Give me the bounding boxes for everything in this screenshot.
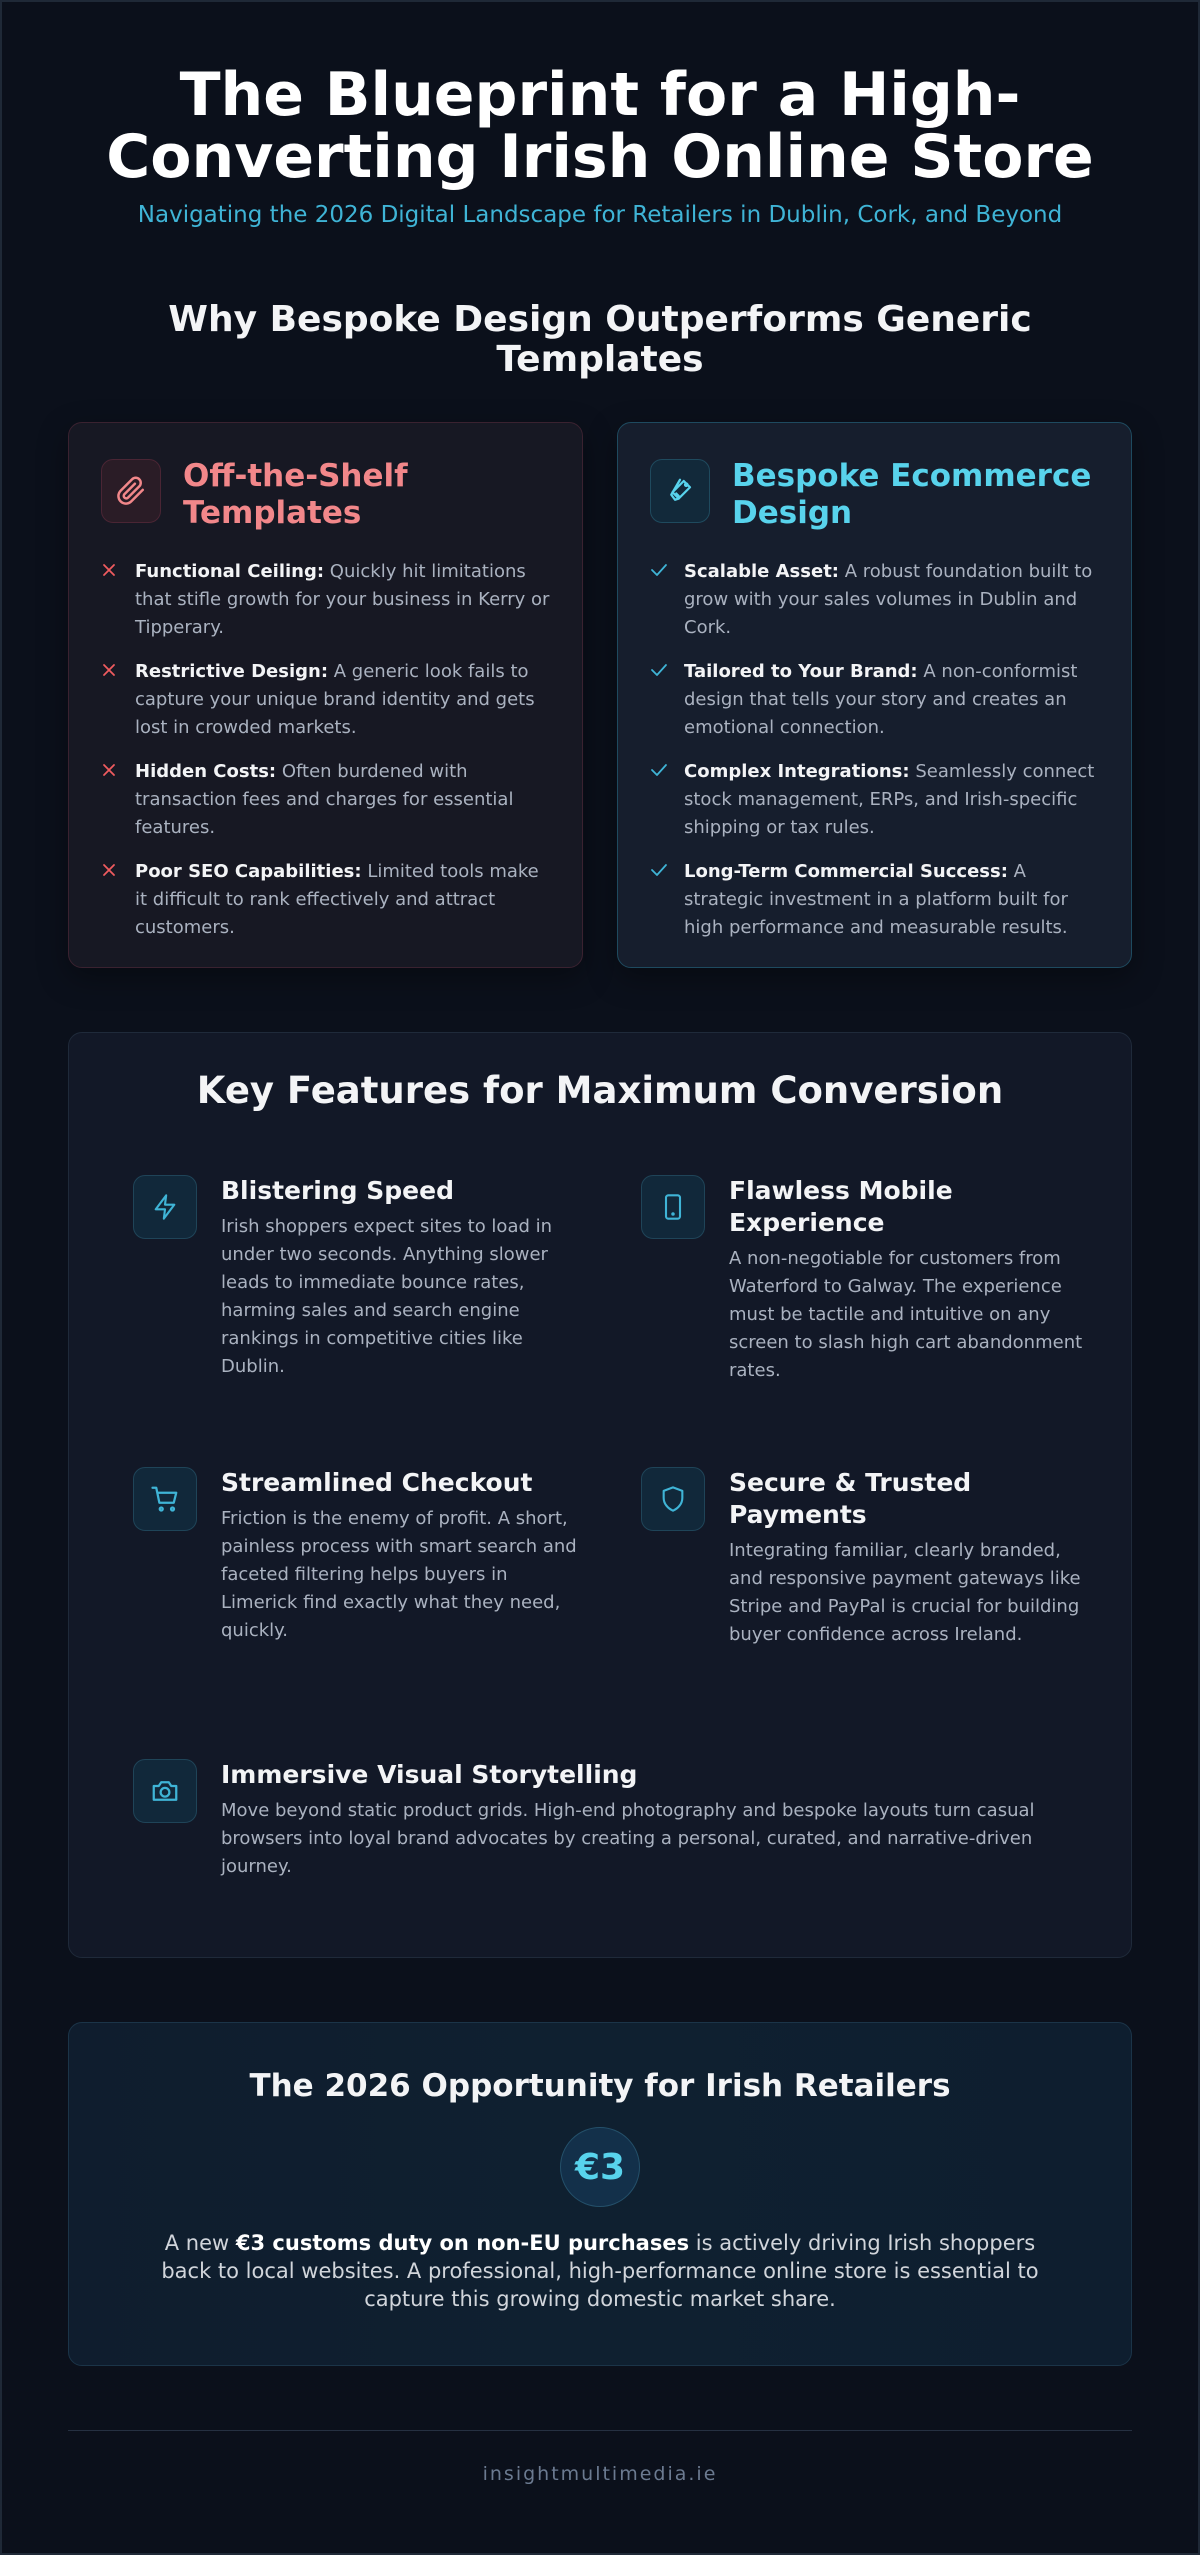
list-item [650,858,1099,942]
feature-storytelling [133,1759,1093,1881]
lightning-icon [133,1175,197,1239]
footer-divider [68,2430,1132,2431]
feature-mobile [641,1175,1091,1385]
features-grid [69,1175,1131,1935]
feature-body [729,1175,1091,1385]
feature-title: Streamlined Checkout [221,1468,533,1497]
list-item [101,758,550,842]
check-icon [650,658,684,742]
design-tools-icon [650,459,710,523]
list-item [650,758,1099,842]
comparison-section [2,422,1198,968]
bespoke-card-header [650,459,1099,532]
templates-card [68,422,583,968]
feature-payments [641,1467,1091,1649]
feature-title: Blistering Speed [221,1176,454,1205]
feature-body [221,1759,1093,1881]
feature-speed [133,1175,583,1381]
page-subtitle: Navigating the 2026 Digital Landscape for Retailers in Dublin, Cork, and Beyond [137,202,1063,228]
features-title: Key Features for Maximum Conversion [196,1069,1004,1112]
list-item [650,658,1099,742]
feature-body [221,1467,583,1645]
comparison-title: Why Bespoke Design Outperforms Generic Templates [168,299,1032,380]
feature-body [221,1175,583,1381]
list-item-text: Complex Integrations: Seamlessly connect stock management, ERPs, and Irish-specific shipping or tax rules. [684,761,1095,838]
list-item [101,558,550,642]
list-item-text: Scalable Asset: A robust foundation built to grow with your sales volumes in Dublin and Cork. [684,561,1093,638]
feature-text: Irish shoppers expect sites to load in under two seconds. Anything slower leads to immediate bounce rates, harming sales and search engine rankings in competitive cities like Dublin. [221,1216,553,1377]
cross-icon [101,758,135,842]
hero-header [2,2,1198,228]
opportunity-text: A new €3 customs duty on non-EU purchases is actively driving Irish shoppers back to local websites. A professional, high-performance online store is essential to capture this growing domestic market share. [161,2231,1039,2311]
list-item [101,658,550,742]
check-icon [650,858,684,942]
mobile-icon [641,1175,705,1239]
feature-title: Secure & Trusted Payments [729,1468,972,1529]
bespoke-card-title: Bespoke Ecommerce Design [732,458,1092,531]
cross-icon [101,858,135,942]
cross-icon [101,558,135,642]
bespoke-list [650,558,1099,942]
cart-icon [133,1467,197,1531]
feature-text: Move beyond static product grids. High-end photography and bespoke layouts turn casual browsers into loyal brand advocates by creating a personal, curated, and narrative-driven journey. [221,1800,1035,1877]
page-title: The Blueprint for a High-Converting Irish Online Store [106,60,1094,192]
feature-title: Flawless Mobile Experience [729,1176,953,1237]
list-item-text: Long-Term Commercial Success: A strategic investment in a platform built for high performance and measurable results. [684,861,1068,938]
opportunity-section [68,2022,1132,2366]
shield-icon [641,1467,705,1531]
list-item-text: Tailored to Your Brand: A non-conformist design that tells your story and creates an emotional connection. [684,661,1078,738]
templates-list [101,558,550,942]
templates-card-header [101,459,550,532]
euro-badge: €3 [560,2127,640,2207]
check-icon [650,558,684,642]
templates-card-title: Off-the-Shelf Templates [183,458,408,531]
feature-body [729,1467,1091,1649]
opportunity-title: The 2026 Opportunity for Irish Retailers [249,2068,951,2104]
feature-text: A non-negotiable for customers from Waterford to Galway. The experience must be tactile and intuitive on any screen to slash high cart abandonment rates. [729,1248,1083,1381]
list-item [101,858,550,942]
feature-title: Immersive Visual Storytelling [221,1760,638,1789]
footer-site: insightmultimedia.ie [482,2463,718,2485]
cross-icon [101,658,135,742]
features-section [68,1032,1132,1958]
list-item-text: Restrictive Design: A generic look fails to capture your unique brand identity and gets lost in crowded markets. [135,661,535,738]
list-item [650,558,1099,642]
check-icon [650,758,684,842]
feature-checkout [133,1467,583,1645]
feature-text: Friction is the enemy of profit. A short, painless process with smart search and faceted filtering helps buyers in Limerick find exactly what they need, quickly. [221,1508,577,1641]
list-item-text: Functional Ceiling: Quickly hit limitations that stifle growth for your business in Kerry or Tipperary. [135,561,550,638]
feature-text: Integrating familiar, clearly branded, and responsive payment gateways like Stripe and PayPal is crucial for building buyer confidence across Ireland. [729,1540,1081,1645]
paperclip-icon [101,459,161,523]
bespoke-card [617,422,1132,968]
camera-icon [133,1759,197,1823]
list-item-text: Poor SEO Capabilities: Limited tools make it difficult to rank effectively and attract customers. [135,861,539,938]
list-item-text: Hidden Costs: Often burdened with transaction fees and charges for essential features. [135,761,514,838]
